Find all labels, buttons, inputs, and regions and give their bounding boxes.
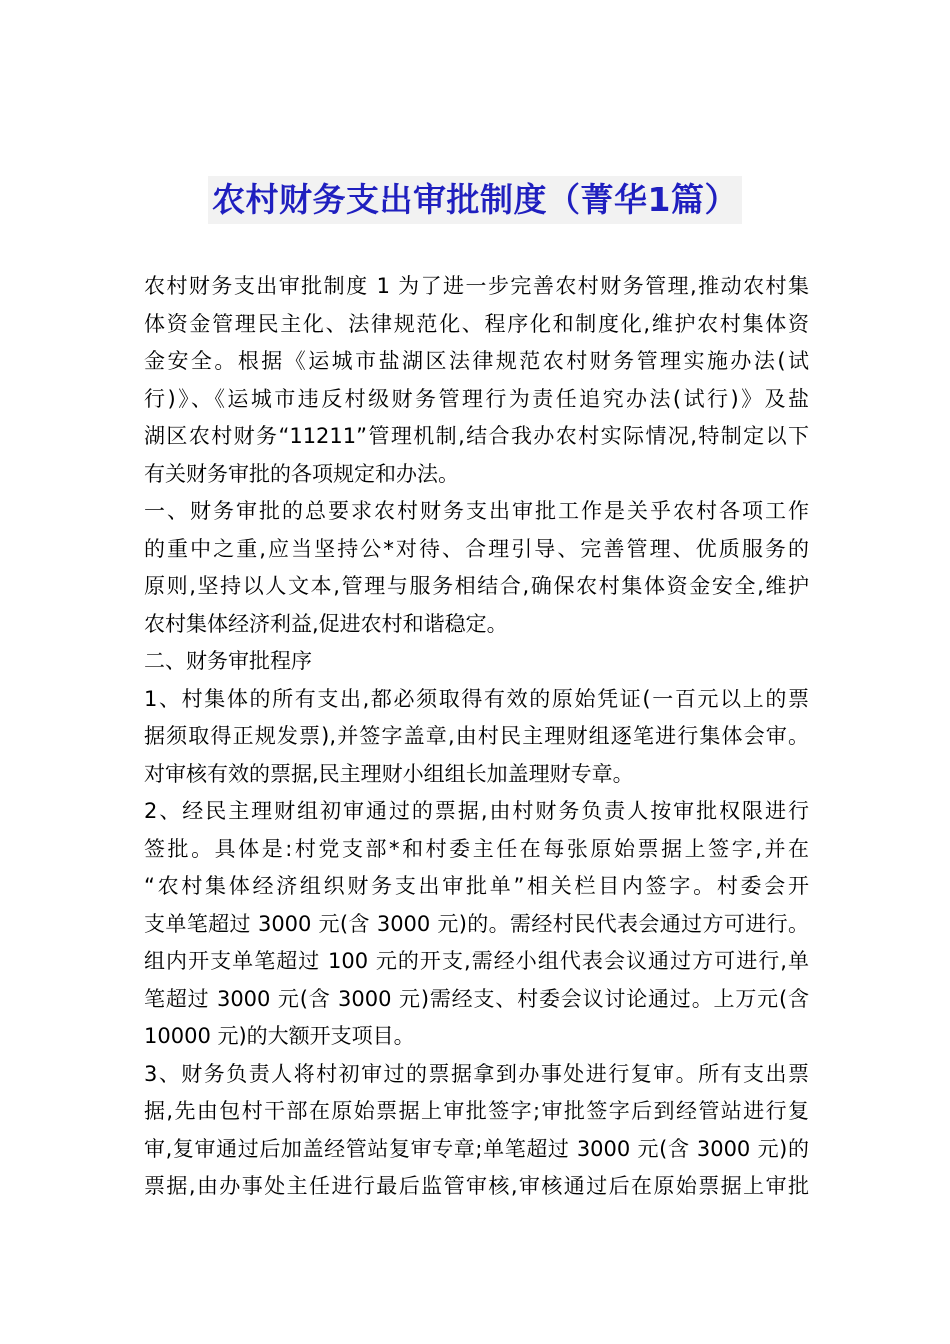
body-line: 3、财务负责人将村初审过的票据拿到办事处进行复审。所有支出票 [144,1061,809,1086]
body-line: 据,先由包村干部在原始票据上审批签字;审批签字后到经管站进行复 [144,1099,809,1123]
document-title: 农村财务支出审批制度（菁华1篇） [208,176,742,224]
body-line: 金安全。根据《运城市盐湖区法律规范农村财务管理实施办法(试 [144,349,809,373]
body-line: 湖区农村财务“11211”管理机制,结合我办农村实际情况,特制定以下 [144,424,809,448]
title-container [0,176,950,224]
body-line: 对审核有效的票据,民主理财小组组长加盖理财专章。 [144,761,634,786]
body-line: 行)》、《运城市违反村级财务管理行为责任追究办法(试行)》及盐 [144,386,809,411]
body-line: 支单笔超过 3000 元(含 3000 元)的。需经村民代表会通过方可进行。 [144,911,809,936]
body-line: 的重中之重,应当坚持公*对待、合理引导、完善管理、优质服务的 [144,536,809,561]
body-line: 签批。具体是:村党支部*和村委主任在每张原始票据上签字,并在 [144,836,809,861]
body-line: 2、经民主理财组初审通过的票据,由村财务负责人按审批权限进行 [144,799,809,823]
document-body [144,268,809,1206]
body-line: 审,复审通过后加盖经管站复审专章;单笔超过 3000 元(含 3000 元)的 [144,1136,809,1161]
section-heading: 二、财务审批程序 [144,649,312,673]
body-line: 1、村集体的所有支出,都必须取得有效的原始凭证(一百元以上的票 [144,686,809,711]
body-line: “农村集体经济组织财务支出审批单”相关栏目内签字。村委会开 [144,874,809,898]
body-line: 有关财务审批的各项规定和办法。 [144,461,459,486]
body-line: 票据,由办事处主任进行最后监管审核,审核通过后在原始票据上审批 [144,1174,809,1198]
body-line: 一、财务审批的总要求农村财务支出审批工作是关乎农村各项工作 [144,499,809,523]
body-line: 农村集体经济利益,促进农村和谐稳定。 [144,611,508,636]
body-line: 10000 元)的大额开支项目。 [144,1024,415,1048]
body-line: 据须取得正规发票),并签字盖章,由村民主理财组逐笔进行集体会审。 [144,724,809,748]
body-line: 组内开支单笔超过 100 元的开支,需经小组代表会议通过方可进行,单 [144,949,809,973]
body-line: 农村财务支出审批制度 1 为了进一步完善农村财务管理,推动农村集 [144,274,809,298]
body-line: 体资金管理民主化、法律规范化、程序化和制度化,维护农村集体资 [144,311,809,336]
body-line: 笔超过 3000 元(含 3000 元)需经支、村委会议讨论通过。上万元(含 [144,986,809,1011]
body-line: 原则,坚持以人文本,管理与服务相结合,确保农村集体资金安全,维护 [144,574,809,598]
